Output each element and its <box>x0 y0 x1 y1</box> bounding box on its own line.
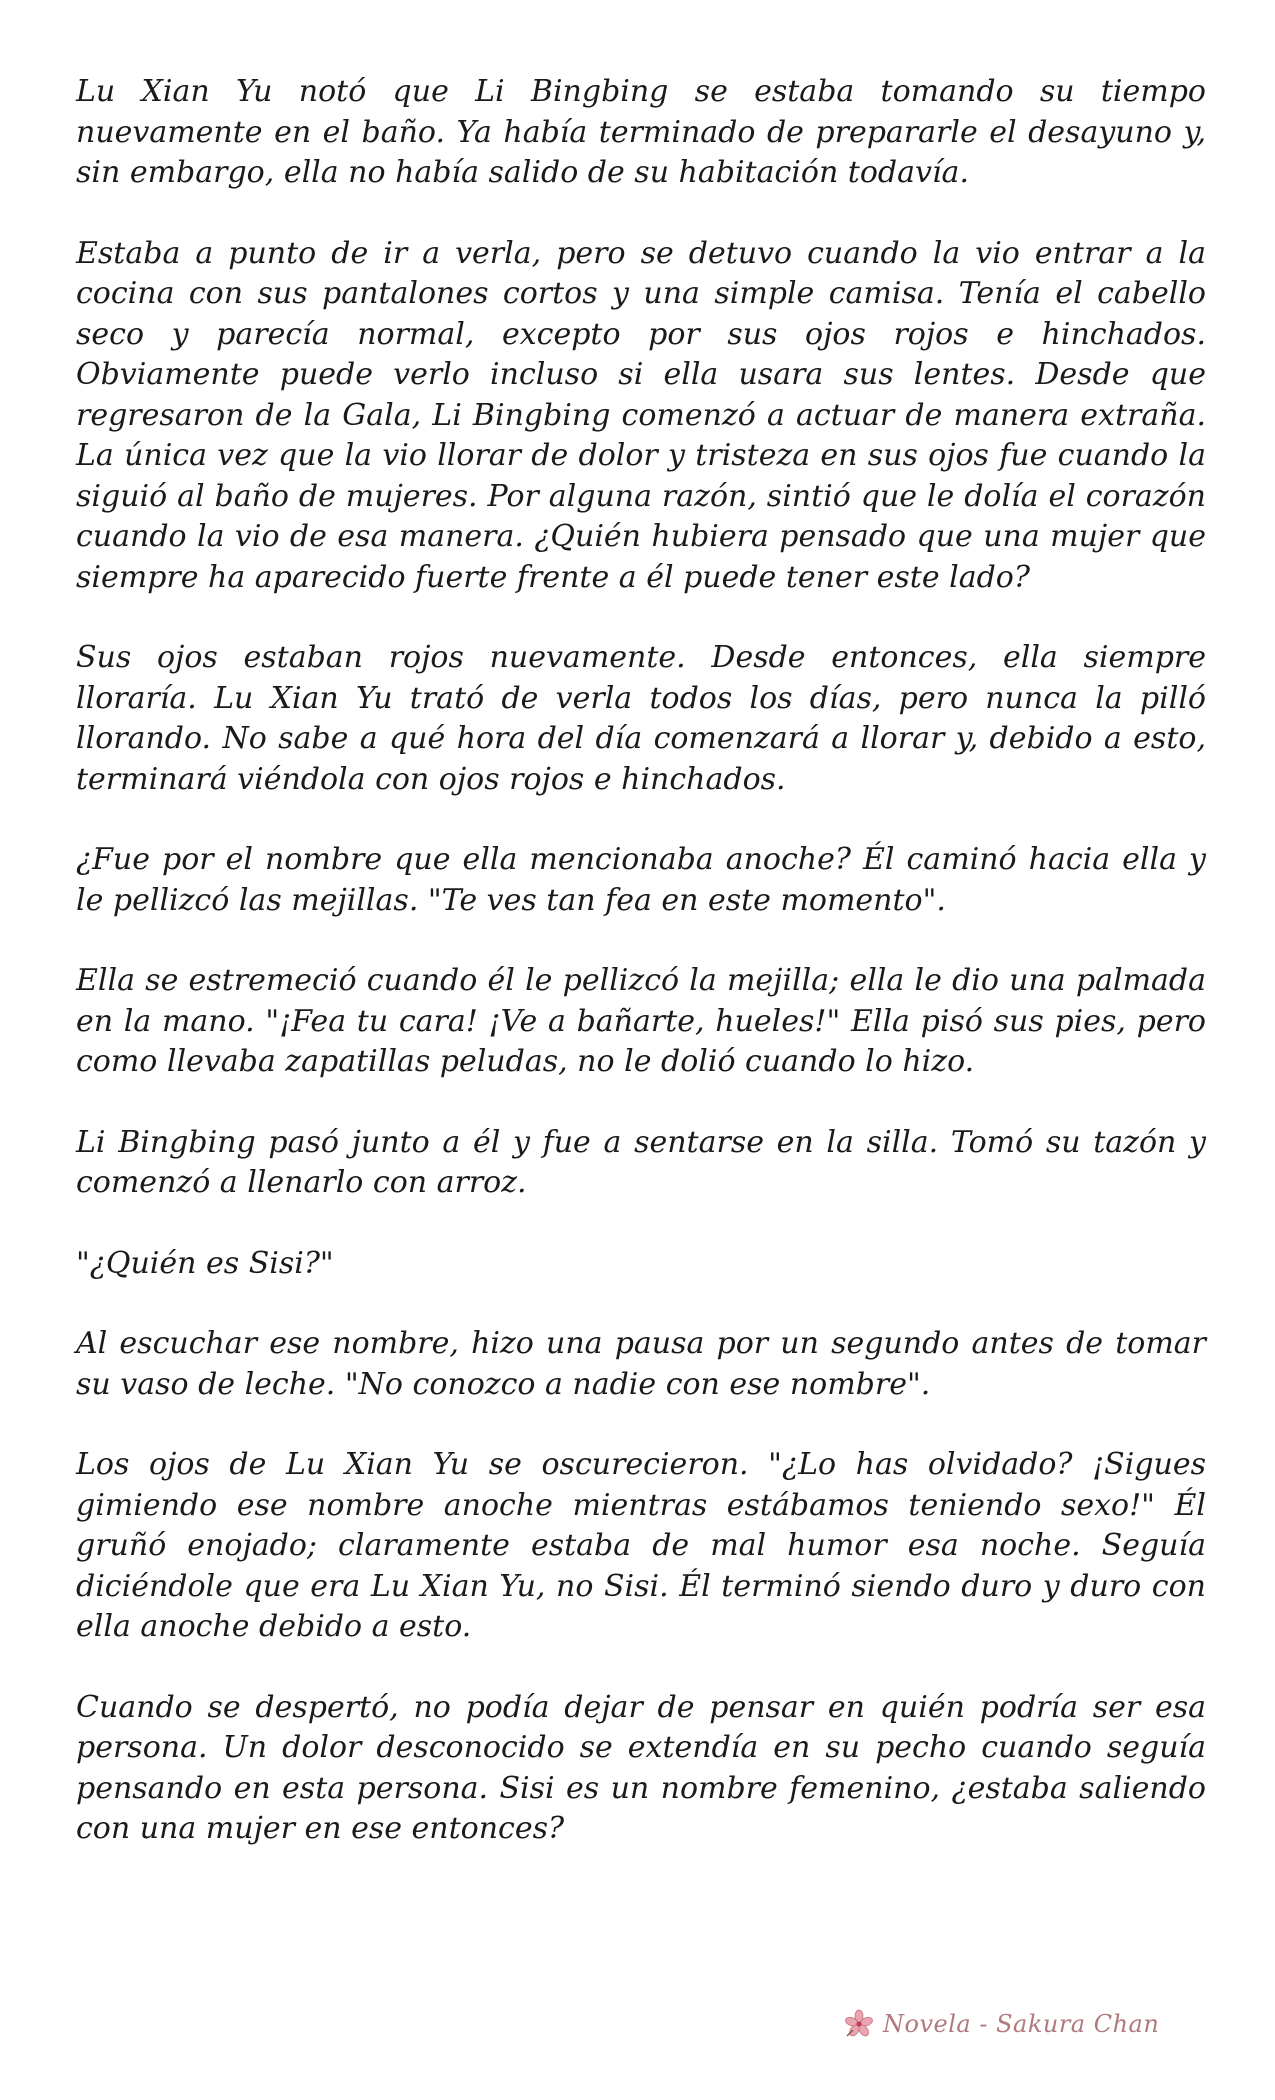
paragraph-1: Lu Xian Yu notó que Li Bingbing se estaba tomando su tiempo nuevamente en el baño. Ya había terminado de prepararle el desayuno y, sin embargo, ella no había salido de su habitación todavía. <box>76 74 1206 190</box>
paragraph-7: "¿Quién es Sisi?" <box>76 1245 334 1281</box>
paragraph-5: Ella se estremeció cuando él le pellizcó la mejilla; ella le dio una palmada en la mano. "¡Fea tu cara! ¡Ve a bañarte, hueles!" Ella pisó sus pies, pero como llevaba zapatillas peludas, no le dolió cuando lo hizo. <box>76 963 1206 1079</box>
paragraph-2: Estaba a punto de ir a verla, pero se detuvo cuando la vio entrar a la cocina con sus pantalones cortos y una simple camisa. Tenía el cabello seco y parecía normal, excepto por sus ojos rojos e hinchados. Obviamente puede verlo incluso si ella usara sus lentes. Desde que regresaron de la Gala, Li Bingbing comenzó a actuar de manera extraña. La única vez que la vio llorar de dolor y tristeza en sus ojos fue cuando la siguió al baño de mujeres. Por alguna razón, sintió que le dolía el corazón cuando la vio de esa manera. ¿Quién hubiera pensado que una mujer que siempre ha aparecido fuerte frente a él puede tener este lado? <box>76 235 1206 595</box>
paragraph-3: Sus ojos estaban rojos nuevamente. Desde entonces, ella siempre lloraría. Lu Xian Yu trató de verla todos los días, pero nunca la pilló llorando. No sabe a qué hora del día comenzará a llorar y, debido a esto, terminará viéndola con ojos rojos e hinchados. <box>76 640 1206 797</box>
paragraph-4: ¿Fue por el nombre que ella mencionaba anoche? Él caminó hacia ella y le pellizcó las mejillas. "Te ves tan fea en este momento". <box>76 842 1206 918</box>
watermark <box>843 2004 1159 2044</box>
watermark-text: Novela - Sakura Chan <box>883 2010 1160 2038</box>
paragraph-8: Al escuchar ese nombre, hizo una pausa por un segundo antes de tomar su vaso de leche. "No conozco a nadie con ese nombre". <box>76 1326 1206 1402</box>
sakura-flower-icon <box>843 2008 875 2040</box>
story-text <box>76 72 1206 1890</box>
paragraph-9: Los ojos de Lu Xian Yu se oscurecieron. "¿Lo has olvidado? ¡Sigues gimiendo ese nombre anoche mientras estábamos teniendo sexo!" Él gruñó enojado; claramente estaba de mal humor esa noche. Seguía diciéndole que era Lu Xian Yu, no Sisi. Él terminó siendo duro y duro con ella anoche debido a esto. <box>76 1447 1206 1644</box>
paragraph-10: Cuando se despertó, no podía dejar de pensar en quién podría ser esa persona. Un dolor desconocido se extendía en su pecho cuando seguía pensando en esta persona. Sisi es un nombre femenino, ¿estaba saliendo con una mujer en ese entonces? <box>76 1689 1206 1846</box>
paragraph-6: Li Bingbing pasó junto a él y fue a sentarse en la silla. Tomó su tazón y comenzó a llenarlo con arroz. <box>76 1124 1206 1200</box>
